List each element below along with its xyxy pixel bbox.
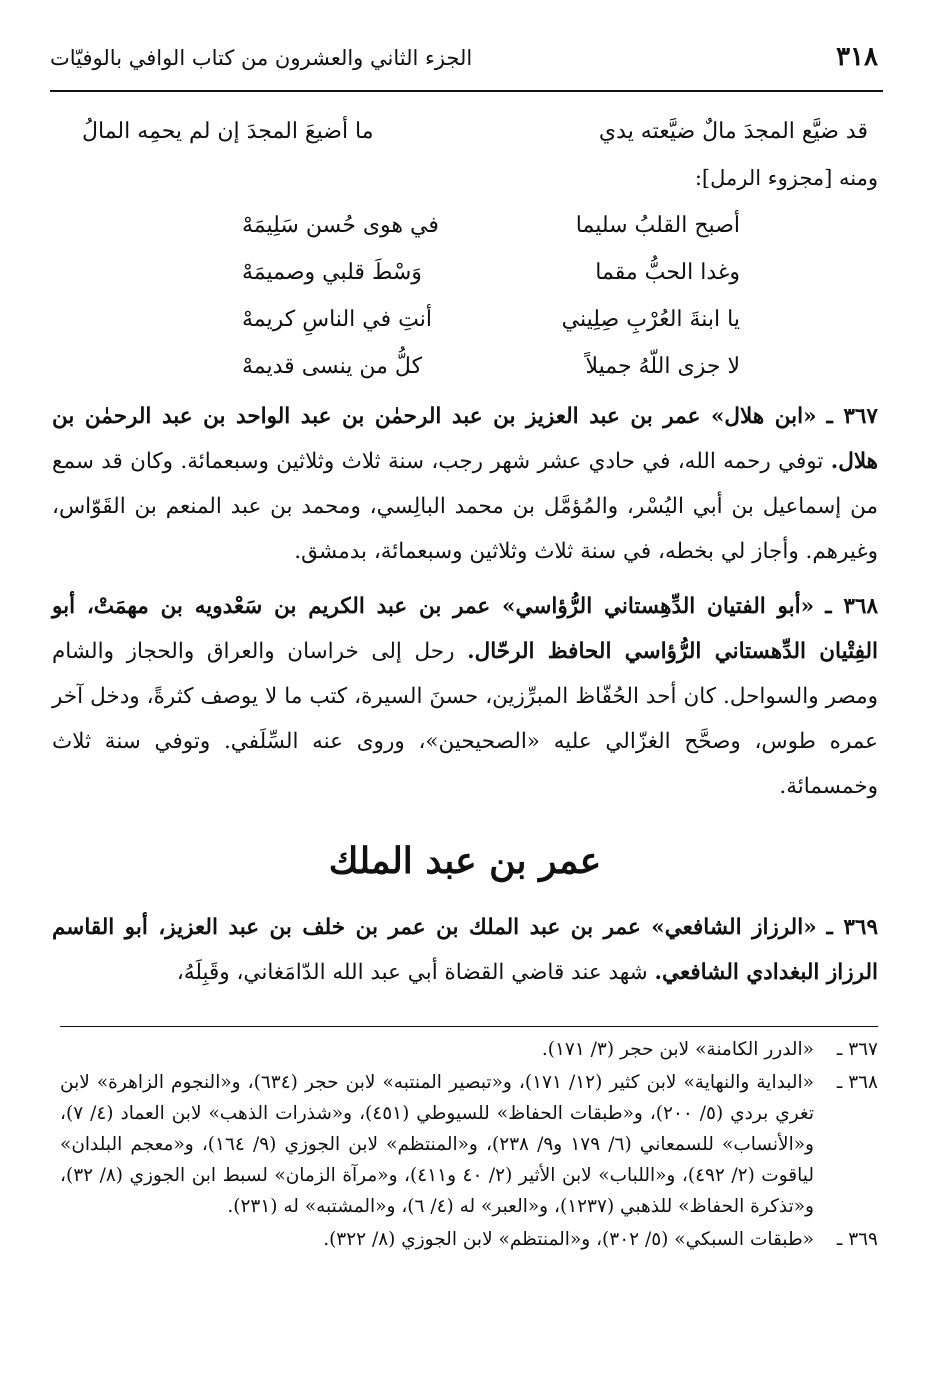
footnote-rule (60, 1026, 878, 1027)
verse-hemistich-right: لا جزى اللّهُ جميلاً (585, 354, 740, 379)
entry-367 (52, 394, 878, 574)
main-text (52, 108, 878, 995)
verse-hemistich-left: ما أضيعَ المجدَ إن لم يحمِه المالُ (82, 119, 374, 144)
entry-text: رحل إلى خراسان والعراق والحجاز والشام ومصر والسواحل. كان أحد الحُفّاظ المبرِّزين، حسنَ السيرة، كتب ما لا يوصف كثرةً، ودخل آخر عمره طوس، وصحَّح الغزّالي عليه «الصحيحين»، وروى عنه السِّلَفي. وتوفي سنة ثلاث وخمسمائة. (52, 639, 878, 799)
header-rule (50, 90, 883, 92)
footnote (60, 1224, 878, 1255)
entry-369 (52, 905, 878, 995)
footnote-text: «طبقات السبكي» (٥/ ٣٠٢)، و«المنتظم» لابن الجوزي (٨/ ٣٢٢). (323, 1229, 814, 1250)
verse-hemistich-left: في هوى حُسن سَلِيمَهْ (242, 213, 439, 238)
entry-number: ٣٦٨ ـ (825, 594, 878, 619)
footnote-number: ٣٦٧ ـ (836, 1039, 878, 1060)
poem-line (52, 296, 878, 343)
verse-hemistich-left: كلُّ من ينسى قديمهْ (242, 354, 423, 379)
footnotes (60, 1034, 878, 1257)
footnote-number: ٣٦٩ ـ (836, 1229, 878, 1250)
entry-name: «أبو الفتيان الدِّهِستاني الرُّؤاسي» عمر بن عبد الكريم بن سَعْدويه بن مهمَتْ، أبو الفِتْيان الدِّهستاني الرُّؤاسي الحافظ الرحّال. (52, 594, 878, 664)
verse-hemistich-left: وَسْطَ قلبي وصميمَهْ (242, 260, 422, 285)
verse-hemistich-right: أصبح القلبُ سليما (575, 213, 740, 238)
page-header (50, 40, 878, 90)
entry-text: توفي رحمه الله، في حادي عشر شهر رجب، سنة ثلاث وثلاثين وسبعمائة. وكان قد سمع من إسماعيل بن أبي اليُسْر، والمُؤمَّل بن محمد البالِسي، ومحمد بن عبد المنعم بن القَوّاس، وغيرهم. وأجاز لي بخطه، في سنة ثلاث وثلاثين وسبعمائة، بدمشق. (52, 449, 878, 564)
poem-line (52, 249, 878, 296)
entry-368 (52, 584, 878, 809)
entry-number: ٣٦٧ ـ (826, 404, 878, 429)
footnote (60, 1067, 878, 1222)
entry-name: «ابن هلال» عمر بن عبد العزيز بن عبد الرحمٰن بن عبد الواحد بن عبد الرحمٰن بن هلال. (52, 404, 878, 474)
entry-number: ٣٦٩ ـ (826, 915, 878, 940)
poem-line (52, 202, 878, 249)
running-title: الجزء الثاني والعشرون من كتاب الوافي بالوفيّات (50, 46, 473, 70)
verse-hemistich-right: قد ضيَّع المجدَ مالٌ ضيَّعته يدي (598, 119, 868, 144)
verse-hemistich-left: أنتِ في الناسِ كريمهْ (242, 307, 432, 332)
footnote-number: ٣٦٨ ـ (836, 1072, 878, 1093)
entry-text: شهد عند قاضي القضاة أبي عبد الله الدّامَغاني، وقَبِلَهُ، (176, 960, 648, 985)
poem-line (52, 343, 878, 390)
opening-verse (52, 108, 878, 155)
verse-hemistich-right: يا ابنةَ العُرْبِ صِلِيني (561, 307, 740, 332)
poem-intro: ومنه [مجزوء الرمل]: (694, 166, 878, 190)
footnote-text: «الدرر الكامنة» لابن حجر (٣/ ١٧١). (541, 1039, 814, 1060)
footnote (60, 1034, 878, 1065)
page-number: ٣١٨ (836, 42, 878, 72)
verse-hemistich-right: وغدا الحبُّ مقما (595, 260, 740, 285)
section-heading: عمر بن عبد الملك (328, 840, 602, 882)
footnote-text: «البداية والنهاية» لابن كثير (١٢/ ١٧١)، و«تبصير المنتبه» لابن حجر (٦٣٤)، و«النجوم الزاهرة» لابن تغري بردي (٥/ ٢٠٠)، و«طبقات الحفاظ» للسيوطي (٤٥١)، و«شذرات الذهب» لابن العماد (٤/ ٧)، و«الأنساب» للسمعاني (٦/ ١٧٩ و٩/ ٢٣٨)، و«المنتظم» لابن الجوزي (٩/ ١٦٤)، و«معجم البلدان» لياقوت (٢/ ٤٩٢)، و«اللباب» لابن الأثير (٢/ ٤٠ و٤١١)، و«مرآة الزمان» لسبط ابن الجوزي (٨/ ٣٢)، و«تذكرة الحفاظ» للذهبي (١٢٣٧)، و«العبر» له (٤/ ٦)، و«المشتبه» له (٢٣١). (60, 1072, 814, 1217)
entry-name: «الرزاز الشافعي» عمر بن عبد الملك بن عمر بن خلف بن عبد العزيز، أبو القاسم الرزاز البغدادي الشافعي. (52, 915, 878, 985)
